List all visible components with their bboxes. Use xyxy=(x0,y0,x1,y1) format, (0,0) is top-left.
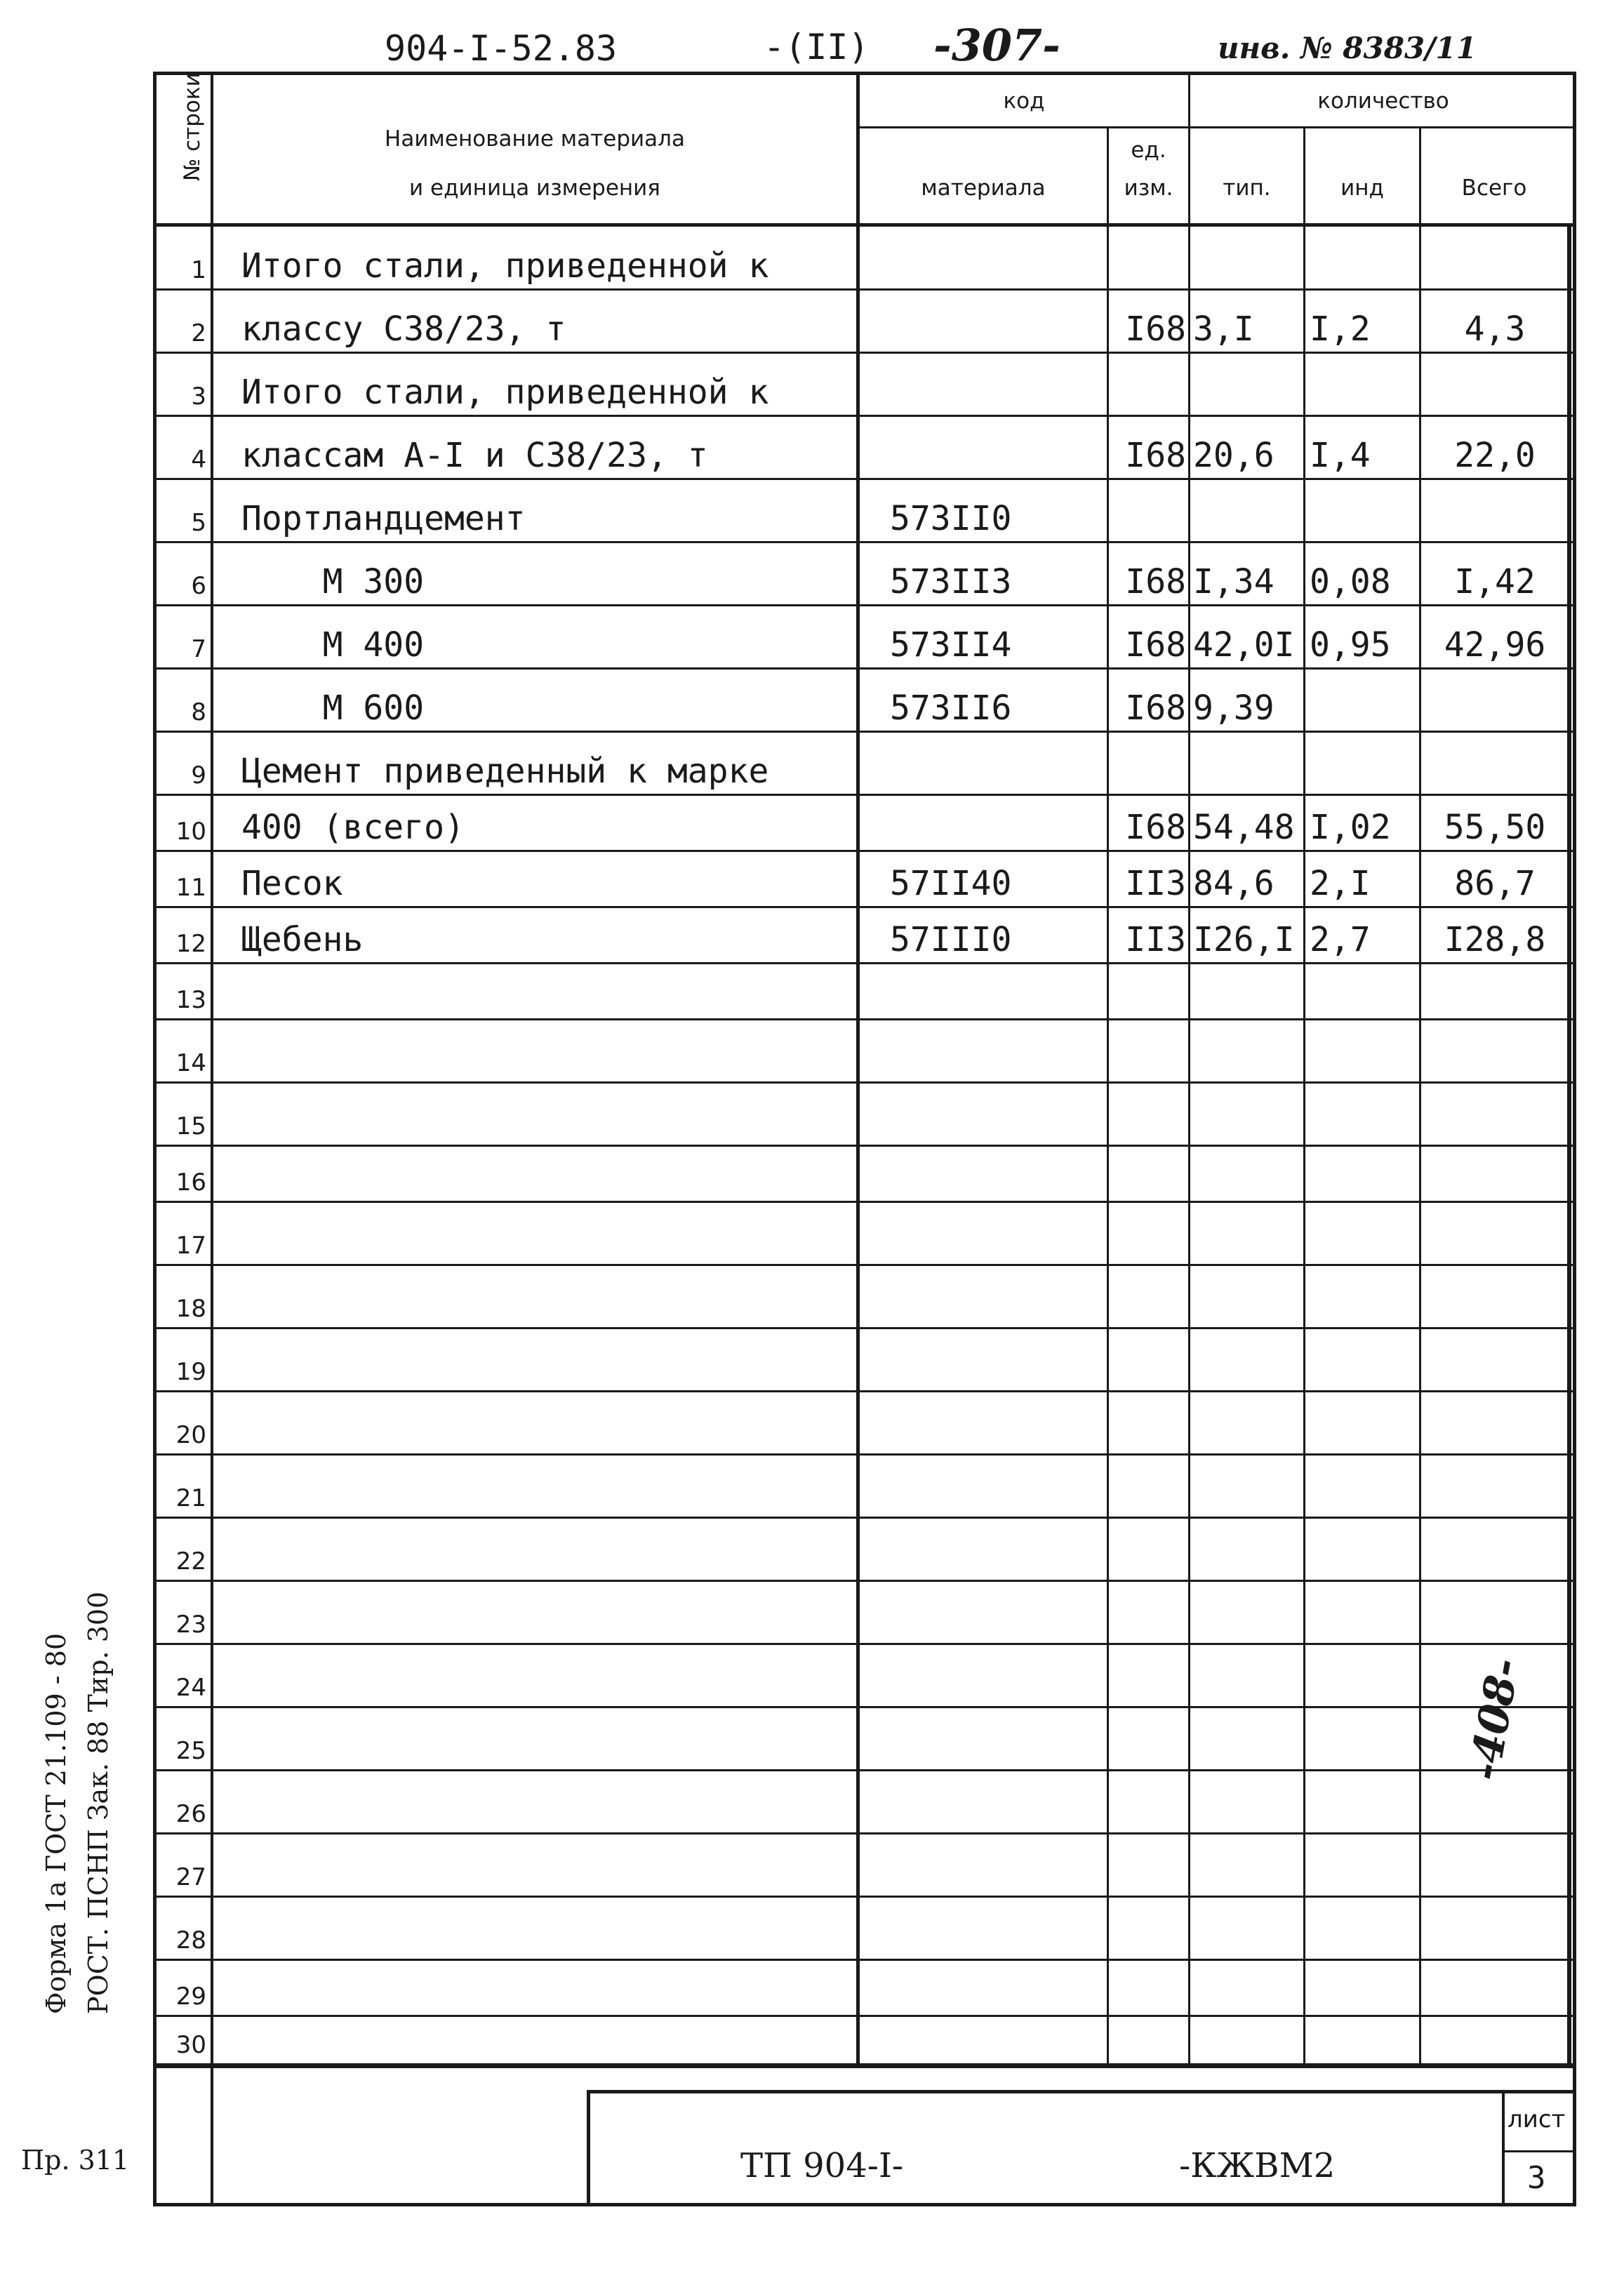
cell-ind: 0,08 xyxy=(1310,562,1391,601)
header-bottom-rule xyxy=(153,223,1576,227)
cell-name: Цемент приведенный к марке xyxy=(241,752,769,791)
cell-unit: I68 xyxy=(1125,309,1186,349)
row-rule xyxy=(153,604,1576,606)
row-rule xyxy=(153,1264,1576,1266)
cell-ind: I,4 xyxy=(1310,436,1371,475)
cell-name: классам А-I и С38/23, т xyxy=(241,436,708,475)
cell-total: 55,50 xyxy=(1444,808,1546,847)
row-number: 16 xyxy=(175,1168,206,1197)
cell-ind: I,02 xyxy=(1310,808,1391,847)
cell-total: I,42 xyxy=(1454,562,1536,601)
material-column-rule xyxy=(1107,126,1109,2065)
cell-code: 573II0 xyxy=(890,499,1012,538)
cell-ind: 2,I xyxy=(1310,864,1371,903)
row-rule xyxy=(153,850,1576,852)
typ-header: тип. xyxy=(1223,175,1271,201)
sheet-box-rule xyxy=(1502,2090,1505,2206)
header-sub-rule xyxy=(856,126,1576,128)
row-number: 22 xyxy=(175,1547,206,1576)
row-number: 20 xyxy=(175,1421,206,1449)
row-rule xyxy=(153,415,1576,417)
cell-code: 573II4 xyxy=(890,625,1012,665)
row-rule xyxy=(153,1517,1576,1519)
cell-name: Итого стали, приведенной к xyxy=(241,246,769,286)
cell-unit: I68 xyxy=(1125,625,1186,665)
row-number: 21 xyxy=(175,1484,206,1512)
row-number: 13 xyxy=(175,986,206,1014)
cell-name: Песок xyxy=(241,864,343,903)
cell-typ: 9,39 xyxy=(1193,688,1274,728)
quantity-group-header: количество xyxy=(1317,88,1449,114)
designation-left: ТП 904-I- xyxy=(740,2146,904,2185)
print-run-note: РОСТ. ПСНП Зак. 88 Тир. 300 xyxy=(83,1591,114,2014)
cell-name: 400 (всего) xyxy=(241,808,465,847)
name-header-line2: и единица измерения xyxy=(409,175,660,201)
cell-typ: 84,6 xyxy=(1193,864,1274,903)
cell-code: 57II40 xyxy=(890,864,1012,903)
row-rule xyxy=(153,1453,1576,1456)
cell-ind: I,2 xyxy=(1310,309,1371,349)
cell-typ: 3,I xyxy=(1193,309,1254,349)
row-rule xyxy=(153,1390,1576,1392)
row-number: 3 xyxy=(191,382,206,411)
sheet-box-divider xyxy=(1502,2150,1576,2152)
cell-typ: I,34 xyxy=(1193,562,1274,601)
row-rule xyxy=(153,962,1576,964)
row-number: 29 xyxy=(175,1983,206,2011)
row-rule xyxy=(153,1832,1576,1834)
cell-unit: I68 xyxy=(1125,562,1186,601)
row-number: 12 xyxy=(175,930,206,958)
row-number: 15 xyxy=(175,1112,206,1140)
row-number-header: № строки xyxy=(180,72,205,181)
row-rule xyxy=(153,1643,1576,1645)
cell-name: М 400 xyxy=(241,625,425,665)
cell-unit: II3 xyxy=(1125,864,1186,903)
page-number: -307- xyxy=(933,20,1060,71)
margin-page-stamp: -408- xyxy=(1460,1654,1530,1785)
row-number: 8 xyxy=(191,698,206,726)
row-rule xyxy=(153,731,1576,733)
material-code-header: материала xyxy=(921,175,1046,201)
typ-column-rule xyxy=(1303,126,1305,2065)
unit-header-line1: ед. xyxy=(1131,138,1166,163)
row-number: 10 xyxy=(175,818,206,846)
row-number: 28 xyxy=(175,1926,206,1954)
row-rule xyxy=(153,478,1576,480)
document-part: -(II) xyxy=(764,27,870,67)
cell-name: М 600 xyxy=(241,688,425,728)
name-column-rule xyxy=(856,72,860,2065)
row-number: 27 xyxy=(175,1863,206,1891)
row-number: 7 xyxy=(191,635,206,663)
row-rule xyxy=(153,1327,1576,1329)
cell-total: 4,3 xyxy=(1464,309,1526,349)
row-rule xyxy=(153,906,1576,908)
row-number: 5 xyxy=(191,509,206,537)
total-header: Всего xyxy=(1461,175,1527,201)
cell-total: 22,0 xyxy=(1454,436,1536,475)
row-rule xyxy=(153,2015,1576,2017)
row-number: 17 xyxy=(175,1232,206,1260)
cell-typ: 42,0I xyxy=(1193,625,1295,665)
cell-total: 86,7 xyxy=(1454,864,1536,903)
cell-code: 573II3 xyxy=(890,562,1012,601)
row-rule xyxy=(153,541,1576,543)
row-number: 30 xyxy=(175,2031,206,2059)
cell-ind: 2,7 xyxy=(1310,920,1371,959)
row-rule xyxy=(153,1959,1576,1961)
cell-unit: II3 xyxy=(1125,920,1186,959)
row-rule xyxy=(153,667,1576,670)
name-header-line1: Наименование материала xyxy=(385,126,685,152)
row-number: 19 xyxy=(175,1358,206,1386)
title-block-left-rule xyxy=(587,2090,590,2206)
row-rule xyxy=(153,1081,1576,1084)
unit-column-rule xyxy=(1188,72,1190,2065)
row-rule xyxy=(153,794,1576,796)
designation-right: -КЖВМ2 xyxy=(1179,2146,1336,2185)
unit-header-line2: изм. xyxy=(1124,175,1173,201)
row-number: 24 xyxy=(175,1674,206,1702)
row-rule xyxy=(153,1896,1576,1898)
ind-column-rule xyxy=(1419,126,1421,2065)
row-rule xyxy=(153,1145,1576,1147)
row-number: 11 xyxy=(175,874,206,902)
cell-name: классу С38/23, т xyxy=(241,309,566,349)
row-number: 4 xyxy=(191,446,206,474)
row-rule xyxy=(153,288,1576,291)
title-block-inner-rule xyxy=(587,2090,1576,2093)
row-rule xyxy=(153,1201,1576,1203)
cell-unit: I68 xyxy=(1125,688,1186,728)
row-rule xyxy=(153,1018,1576,1020)
cell-code: 573II6 xyxy=(890,688,1012,728)
row-rule xyxy=(153,1769,1576,1771)
row-number: 23 xyxy=(175,1611,206,1639)
cell-total: I28,8 xyxy=(1444,920,1546,959)
row-number: 18 xyxy=(175,1295,206,1323)
row-number: 14 xyxy=(175,1049,206,1077)
rownum-column-rule xyxy=(211,72,213,2206)
cell-unit: I68 xyxy=(1125,808,1186,847)
row-rule xyxy=(153,1706,1576,1708)
cell-name: Щебень xyxy=(241,920,364,959)
row-rule xyxy=(153,352,1576,354)
cell-name: Портландцемент xyxy=(241,499,526,538)
sheet-label: лист xyxy=(1507,2105,1566,2133)
row-number: 25 xyxy=(175,1737,206,1765)
right-thick-rule xyxy=(1567,223,1571,2065)
cell-code: 57III0 xyxy=(890,920,1012,959)
cell-name: М 300 xyxy=(241,562,425,601)
document-code: 904-I-52.83 xyxy=(385,28,618,69)
row-number: 2 xyxy=(191,319,206,347)
ind-header: инд xyxy=(1340,175,1384,201)
row-number: 1 xyxy=(191,256,206,284)
sheet-number: 3 xyxy=(1527,2160,1546,2196)
row-number: 6 xyxy=(191,572,206,600)
project-number: Пр. 311 xyxy=(21,2145,130,2176)
code-group-header: код xyxy=(1003,88,1045,114)
title-block-top-rule xyxy=(153,2065,1576,2068)
form-standard-note: Форма 1а ГОСТ 21.109 - 80 xyxy=(41,1632,72,2014)
cell-ind: 0,95 xyxy=(1310,625,1391,665)
row-number: 26 xyxy=(175,1800,206,1828)
row-rule xyxy=(153,1580,1576,1582)
cell-typ: 54,48 xyxy=(1193,808,1295,847)
row-number: 9 xyxy=(191,761,206,790)
cell-typ: 20,6 xyxy=(1193,436,1274,475)
cell-typ: I26,I xyxy=(1193,920,1295,959)
cell-total: 42,96 xyxy=(1444,625,1546,665)
inventory-number: инв. № 8383/11 xyxy=(1218,31,1477,65)
cell-unit: I68 xyxy=(1125,436,1186,475)
cell-name: Итого стали, приведенной к xyxy=(241,373,769,412)
